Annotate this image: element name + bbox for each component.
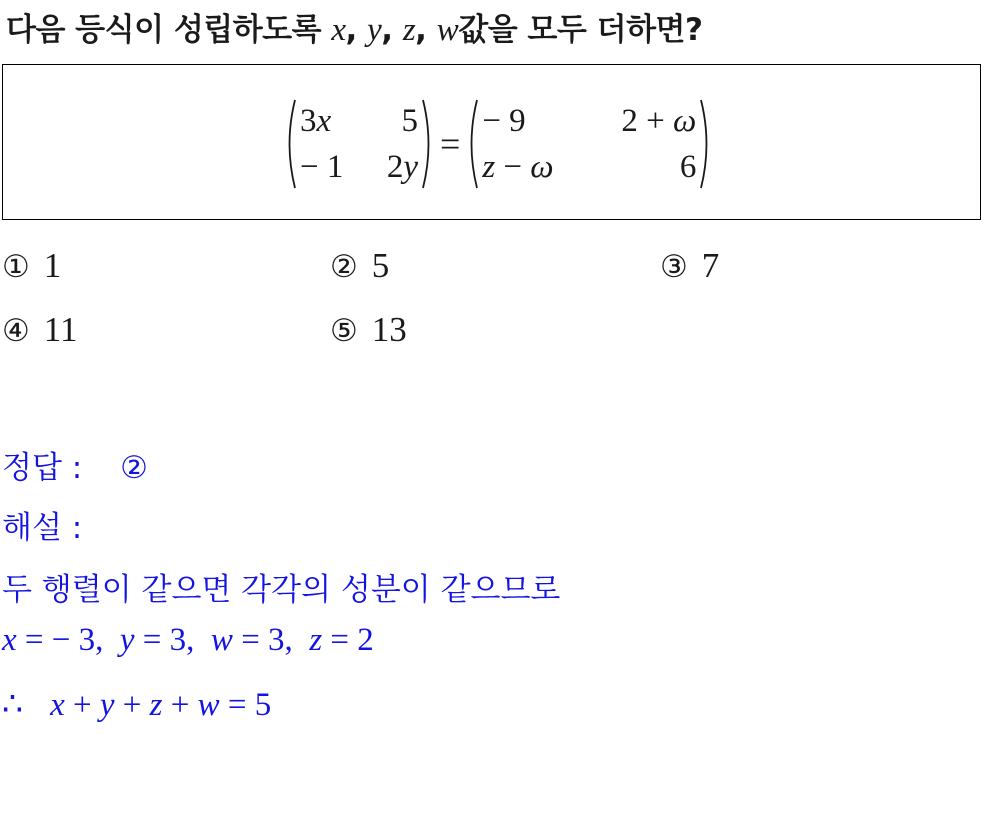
matrix-cell: 2 + ω	[621, 103, 697, 139]
matrix-cell: 5	[401, 103, 418, 139]
choice-value: 11	[43, 310, 78, 349]
separator: ,	[415, 12, 427, 48]
left-paren-icon	[464, 98, 480, 190]
explanation-line-1: 두 행렬이 같으면 각각의 성분이 같으므로	[2, 572, 561, 608]
choice-value: 7	[701, 246, 720, 285]
question-suffix: 값을 모두 더하면?	[458, 12, 703, 48]
matrix-cell: − 9	[482, 103, 526, 139]
left-matrix	[298, 99, 420, 189]
question-text	[6, 4, 702, 49]
variable-z: z	[402, 12, 416, 48]
right-paren-icon	[698, 98, 714, 190]
choice-value: 13	[371, 310, 407, 349]
left-paren-icon	[282, 98, 298, 190]
choice-1[interactable]	[2, 246, 61, 286]
explanation-line-3	[2, 684, 271, 724]
right-matrix	[480, 99, 698, 189]
choice-marker: ⑤	[330, 313, 358, 349]
choice-marker: ③	[660, 249, 688, 285]
choice-5[interactable]	[330, 310, 407, 350]
choice-2[interactable]	[330, 246, 389, 286]
answer-value: ②	[120, 450, 148, 486]
separator: ,	[345, 12, 357, 48]
choice-value: 1	[43, 246, 62, 285]
matrix-cell: 2y	[386, 149, 418, 185]
matrix-cell: 3x	[300, 103, 332, 139]
matrix-cell: z − ω	[482, 149, 554, 185]
explanation-label: 해설 :	[2, 510, 83, 546]
equals-sign: =	[440, 124, 461, 164]
answer-line	[2, 442, 148, 487]
choice-value: 5	[371, 246, 390, 285]
variable-y: y	[367, 12, 382, 48]
choice-3[interactable]	[660, 246, 719, 286]
matrix-cell: − 1	[300, 149, 344, 185]
matrix-cell: 6	[679, 149, 697, 185]
choice-marker: ②	[330, 249, 358, 285]
solution-sum: x + y + z + w = 5	[50, 687, 272, 723]
variable-w: w	[436, 12, 459, 48]
choice-marker: ④	[2, 313, 30, 349]
solution-values: x = − 3, y = 3, w = 3, z = 2	[2, 622, 374, 658]
therefore-symbol: ∴	[2, 687, 23, 723]
choice-4[interactable]	[2, 310, 78, 350]
variable-x: x	[331, 12, 346, 48]
explanation-line-2	[2, 622, 374, 659]
choice-marker: ①	[2, 249, 30, 285]
right-paren-icon	[420, 98, 436, 190]
matrix-equation	[282, 96, 714, 192]
question-prefix: 다음 등식이 성립하도록	[6, 12, 322, 48]
separator: ,	[381, 12, 393, 48]
answer-label: 정답 :	[2, 450, 83, 486]
